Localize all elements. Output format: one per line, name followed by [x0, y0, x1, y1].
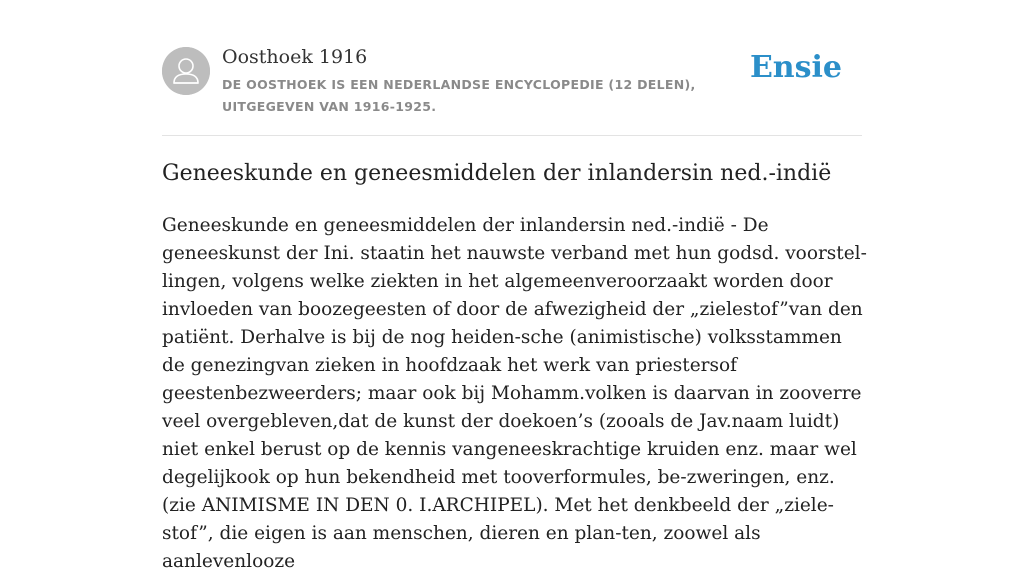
divider	[162, 135, 862, 136]
source-description: DE OOSTHOEK IS EEN NEDERLANDSE ENCYCLOPEDIE (12 DELEN), UITGEGEVEN VAN 1916-1925.	[222, 77, 696, 114]
article-body: Geneeskunde en geneesmiddelen der inlandersin ned.-indië - De geneeskunst der Ini. staatin het nauwste verband met hun godsd. voorstel-lingen, volgens welke ziekten in het algemeenveroorzaakt worden door invloeden van boozegeesten of door de afwezigheid der „zielestof”van den patiënt. Derhalve is bij de nog heiden-sche (animistische) volksstammen de genezingvan zieken in hoofdzaak het werk van priestersof geestenbezweerders; maar ook bij Mohamm.volken is daarvan in zooverre veel overgebleven,dat de kunst der doekoen’s (zooals de Jav.naam luidt) niet enkel berust op de kennis vangeneeskrachtige kruiden enz. maar wel degelijkook op hun bekendheid met tooverformules, be-zweringen, enz. (zie ANIMISME IN DEN 0. I.ARCHIPEL). Met het denkbeeld der „ziele-stof”, die eigen is aan menschen, dieren en plan-ten, zoowel als aanlevenlooze	[162, 215, 867, 572]
ensie-logo[interactable]: Ensie	[749, 50, 842, 85]
source-title[interactable]: Oosthoek 1916	[222, 46, 368, 68]
user-icon	[162, 47, 210, 95]
source-header	[162, 44, 862, 136]
article-title: Geneeskunde en geneesmiddelen der inlandersin ned.-indië	[162, 161, 832, 186]
